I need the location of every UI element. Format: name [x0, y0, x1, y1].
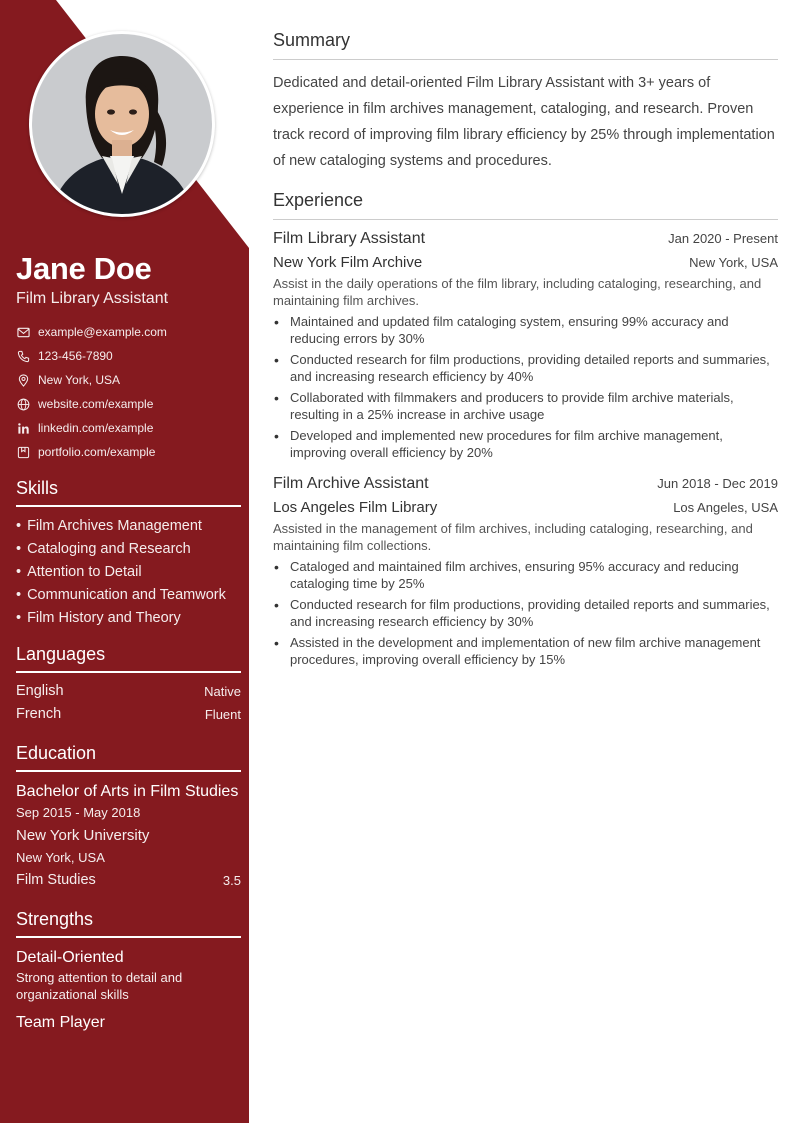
skills-list [16, 515, 241, 630]
job-company: Los Angeles Film Library [273, 499, 438, 516]
contact-linkedin[interactable] [16, 416, 241, 440]
education-section [16, 743, 241, 892]
contact-website[interactable] [16, 392, 241, 416]
skill-item: • Attention to Detail [16, 561, 241, 584]
strengths-heading: Strengths [16, 909, 241, 938]
job-bullet: • Developed and implemented new procedures for film archive management, improving overall efficiency by 20% [273, 427, 778, 461]
job-bullets [273, 558, 778, 668]
language-name: English [16, 683, 64, 699]
education-gpa: 3.5 [222, 873, 241, 888]
globe-icon [16, 397, 30, 411]
candidate-title: Film Library Assistant [16, 290, 169, 307]
contact-linkedin-text: linkedin.com/example [38, 421, 154, 435]
job-role: Film Archive Assistant [273, 475, 429, 492]
education-location: New York, USA [16, 850, 105, 865]
job-location: New York, USA [689, 255, 778, 270]
job-bullet: • Assisted in the development and implementation of new film archive management procedures, improving overall efficiency by 15% [273, 634, 778, 668]
skills-section [16, 478, 241, 630]
job-entry [273, 230, 778, 461]
job-bullets [273, 313, 778, 461]
summary-section [273, 30, 778, 174]
summary-text: Dedicated and detail-oriented Film Library Assistant with 3+ years of experience in film archives management, cataloging, and research. Proven track record of improving film library efficiency by 25% through implementation of new cataloging systems and procedures. [273, 75, 775, 169]
contact-email-text: example@example.com [38, 325, 167, 339]
job-bullet: • Cataloged and maintained film archives, ensuring 95% accuracy and reducing cataloging time by 25% [273, 558, 778, 592]
job-bullet: • Conducted research for film productions, providing detailed reports and summaries, and increasing research efficiency by 30% [273, 596, 778, 630]
strength-desc: Strong attention to detail and organizational skills [16, 970, 183, 1002]
contact-portfolio[interactable] [16, 440, 241, 464]
job-dates: Jun 2018 - Dec 2019 [657, 476, 778, 491]
profile-photo [29, 31, 215, 217]
sidebar-content [16, 250, 241, 1034]
languages-section [16, 644, 241, 726]
contact-email[interactable] [16, 320, 241, 344]
education-degree: Bachelor of Arts in Film Studies [16, 783, 239, 800]
language-level: Native [204, 684, 241, 699]
linkedin-icon [16, 421, 30, 435]
strength-title: Team Player [16, 1014, 105, 1031]
skills-heading: Skills [16, 478, 241, 507]
education-heading: Education [16, 743, 241, 772]
job-bullet: • Conducted research for film productions, providing detailed reports and summaries, and increasing research efficiency by 40% [273, 351, 778, 385]
experience-heading: Experience [273, 190, 778, 220]
portfolio-icon [16, 445, 30, 459]
education-field-row [16, 869, 241, 892]
strength-item [16, 947, 241, 1003]
education-dates: Sep 2015 - May 2018 [16, 805, 141, 820]
strengths-section [16, 909, 241, 1034]
skill-item: • Cataloging and Research [16, 538, 241, 561]
contact-phone[interactable] [16, 344, 241, 368]
skill-item: • Film Archives Management [16, 515, 241, 538]
contact-location [16, 368, 241, 392]
education-field: Film Studies [16, 872, 96, 888]
job-description: Assisted in the management of film archives, including cataloging, researching, and maintaining film collections. [273, 521, 753, 553]
job-dates: Jan 2020 - Present [668, 231, 778, 246]
job-company: New York Film Archive [273, 254, 423, 271]
location-pin-icon [16, 373, 30, 387]
job-bullet: • Maintained and updated film cataloging system, ensuring 99% accuracy and reducing errors by 30% [273, 313, 778, 347]
job-bullet: • Collaborated with filmmakers and producers to provide film archive materials, resulting in a 25% increase in archive usage [273, 389, 778, 423]
contact-list [16, 320, 241, 464]
language-row [16, 703, 241, 726]
contact-website-text: website.com/example [38, 397, 154, 411]
skill-item: • Communication and Teamwork [16, 584, 241, 607]
experience-section [273, 190, 778, 668]
contact-portfolio-text: portfolio.com/example [38, 445, 156, 459]
language-name: French [16, 706, 62, 722]
job-description: Assist in the daily operations of the film library, including cataloging, researching, and maintaining film archives. [273, 276, 762, 308]
languages-heading: Languages [16, 644, 241, 673]
strength-title: Detail-Oriented [16, 949, 124, 966]
language-level: Fluent [204, 707, 241, 722]
candidate-name: Jane Doe [16, 251, 152, 286]
contact-phone-text: 123-456-7890 [38, 349, 113, 363]
envelope-icon [16, 325, 30, 339]
job-role: Film Library Assistant [273, 230, 426, 247]
job-entry [273, 475, 778, 668]
contact-location-text: New York, USA [38, 373, 121, 387]
phone-icon [16, 349, 30, 363]
avatar [32, 34, 212, 214]
language-row [16, 680, 241, 703]
job-location: Los Angeles, USA [673, 500, 778, 515]
strength-item [16, 1012, 241, 1034]
skill-item: • Film History and Theory [16, 607, 241, 630]
main-content [273, 30, 778, 672]
education-school: New York University [16, 827, 150, 844]
summary-heading: Summary [273, 30, 778, 60]
avatar-illustration [32, 34, 212, 214]
